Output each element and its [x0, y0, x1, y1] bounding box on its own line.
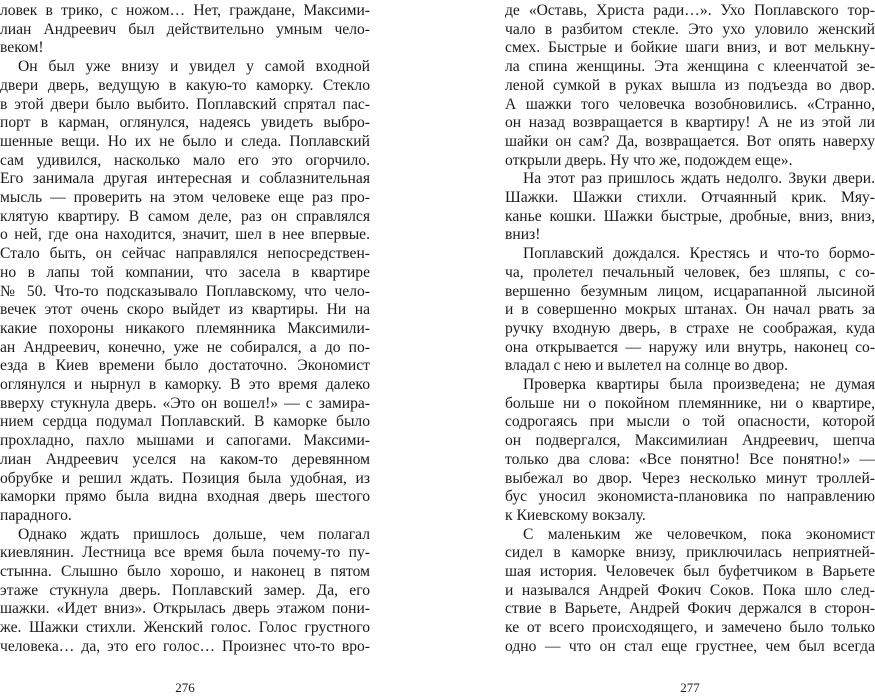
text-line: нием сердца подумал Поплавский. В каморке было	[0, 413, 370, 431]
text-line: и назывался Андрей Фокич Соков. Пока шло след-	[505, 581, 875, 599]
text-line: и в совершенно мокрых штанах. Он начал рвать за	[505, 301, 875, 319]
text-line: к Киевскому вокзалу.	[505, 506, 646, 524]
text-line: Поплавский дождался. Крестясь и что-то бормо-	[523, 245, 875, 263]
text-line: прохладно, пахло мышами и сапогами. Максими-	[0, 432, 370, 450]
text-line: Шажки. Шажки стихли. Отчаянный крик. Мяу-	[505, 189, 875, 206]
text-line: одно — что он стал еще грустнее, чем был всегда	[505, 637, 875, 655]
text-line: человека… да, это его голос… Произнес что-то вро-	[0, 637, 370, 655]
text-line: Он был уже внизу и увидел у самой входной	[18, 58, 370, 76]
text-line: № 50. Что-то подсказывало Поплавскому, что чело-	[0, 282, 370, 300]
page-number: 276	[175, 680, 195, 695]
text-line: вечек этот очень скоро выйдет из квартиры. Ни на	[0, 301, 370, 319]
text-line: владал с нею и вылетел на солнце во двор.	[505, 357, 788, 375]
text-line: киевлянин. Лестница все время была почему-то пу-	[0, 544, 370, 562]
text-line: шайки он сам? Да, возвращается. Вот опять наверху	[505, 132, 875, 150]
text-line: лиан Андреевич уселся на каком-то деревянном	[0, 450, 370, 468]
text-line: но в лапы той компании, что засела в квартире	[0, 263, 370, 281]
text-line: канье кошки. Шажки быстрые, дробные, вниз, вниз,	[505, 207, 875, 225]
text-line: каморки прямо была видна входная дверь шестого	[0, 488, 370, 506]
text-line: порт в карман, оглянулся, надеясь увидеть выбро-	[0, 114, 370, 132]
text-line: Стало быть, он сейчас направлялся непосредствен-	[0, 245, 370, 263]
text-line: ручку входную дверь, в страхе не соображая, куда	[505, 319, 875, 337]
text-line: С маленьким же человечком, пока экономист	[523, 525, 875, 543]
text-line: мысль — проверить на этом человеке еще раз про-	[0, 189, 370, 206]
text-line: ствие в Варьете, Андрей Фокич держался в сторон-	[505, 600, 875, 618]
right-page	[505, 0, 875, 696]
text-line: Проверка квартиры была произведена; не думая	[523, 376, 875, 393]
text-line: бус уносил экономиста-плановика по направлению	[505, 488, 875, 506]
text-line: же. Шажки стихли. Женский голос. Голос грустного	[0, 619, 370, 637]
text-line: открыли дверь. Ну что же, подождем еще».	[505, 151, 793, 169]
text-line: езда в Киев времени было достаточно. Экономист	[0, 357, 370, 375]
text-line: больше ни о покойном племяннике, ни о квартире,	[505, 394, 875, 412]
text-line: смех. Быстрые и бойкие шаги вниз, и вот мелькну-	[505, 39, 875, 57]
text-line: чало в разбитом стекле. Это ухо уловило женский	[505, 20, 875, 38]
text-line: клятую квартиру. В самом деле, раз он справлялся	[0, 207, 370, 225]
text-line: шажки. «Идет вниз». Открылась дверь этажом пони-	[0, 600, 370, 618]
text-line: шая история. Человечек был буфетчиком в Варьете	[505, 563, 875, 580]
text-line: о ней, где она находится, значит, шел в нее впервые.	[0, 226, 370, 244]
text-line: стынна. Слышно было хорошо, и наконец в пятом	[0, 563, 370, 580]
text-line: он подвергался, Максимилиан Андреевич, шепча	[505, 432, 875, 450]
text-line: А шажки того человечка возобновились. «Странно,	[505, 95, 875, 113]
text-line: лиан Андреевич был действительно умным чело-	[0, 20, 370, 38]
text-line: выбежал во двор. Через несколько минут троллей-	[505, 469, 875, 487]
text-line: ча, пролетел печальный человек, без шляпы, с со-	[505, 263, 875, 281]
text-line: содрогаясь при мысли о той опасности, которой	[505, 413, 875, 431]
text-line: На этот раз пришлось ждать недолго. Звуки двери.	[523, 170, 875, 188]
text-line: ан Андреевич, конечно, уже не собирался, а до по-	[0, 338, 370, 356]
text-line: ловек в трико, с ножом… Нет, граждане, Максими-	[0, 2, 370, 19]
text-line: ла спина женщины. Эта женщина с клеенчатой зе-	[505, 58, 875, 76]
text-line: в этой двери было выбито. Поплавский спрятал пас-	[0, 95, 370, 113]
text-line: ке от всего происходящего, и замечено было только	[505, 619, 875, 637]
text-line: веком!	[0, 39, 44, 57]
text-line: сам удивился, насколько мало его это огорчило.	[0, 151, 370, 169]
text-line: вверху стукнула дверь. «Это он вошел!» — с замира-	[0, 394, 370, 412]
text-line: парадного.	[0, 506, 72, 524]
text-line: леной сумкой в руках вышла из подъезда во двор.	[505, 76, 875, 94]
text-line: двери дверь, ведущую в какую-то каморку. Стекло	[0, 76, 370, 94]
text-line: Его занимала другая интересная и соблазнительная	[0, 170, 370, 188]
text-line: он назад возвращается в квартиру! А не из этой ли	[505, 114, 875, 132]
text-line: обрубке и решил ждать. Позиция была удобная, из	[0, 469, 370, 487]
left-page	[0, 0, 370, 696]
text-line: оглянулся и нырнул в каморку. В это время далеко	[0, 376, 370, 393]
text-line: какие похороны никакого племянника Максимили-	[0, 319, 370, 337]
page-number: 277	[680, 680, 700, 695]
text-line: де «Оставь, Христа ради…». Ухо Поплавского тор-	[505, 2, 875, 19]
text-line: вниз!	[505, 226, 541, 244]
text-line: сидел в каморке внизу, приключилась неприятней-	[505, 544, 875, 562]
text-line: Однако ждать пришлось дольше, чем полагал	[18, 525, 370, 543]
text-line: шенные вещи. Но их не было и следа. Поплавский	[0, 132, 370, 150]
text-line: этаже стукнула дверь. Поплавский замер. Да, его	[0, 581, 370, 599]
text-line: она открывается — наружу или внутрь, наконец со-	[505, 338, 875, 356]
text-line: вершенно безумным лицом, исцарапанной лысиной	[505, 282, 875, 300]
text-line: только два слова: «Все понятно! Все понятно!» —	[505, 450, 875, 468]
